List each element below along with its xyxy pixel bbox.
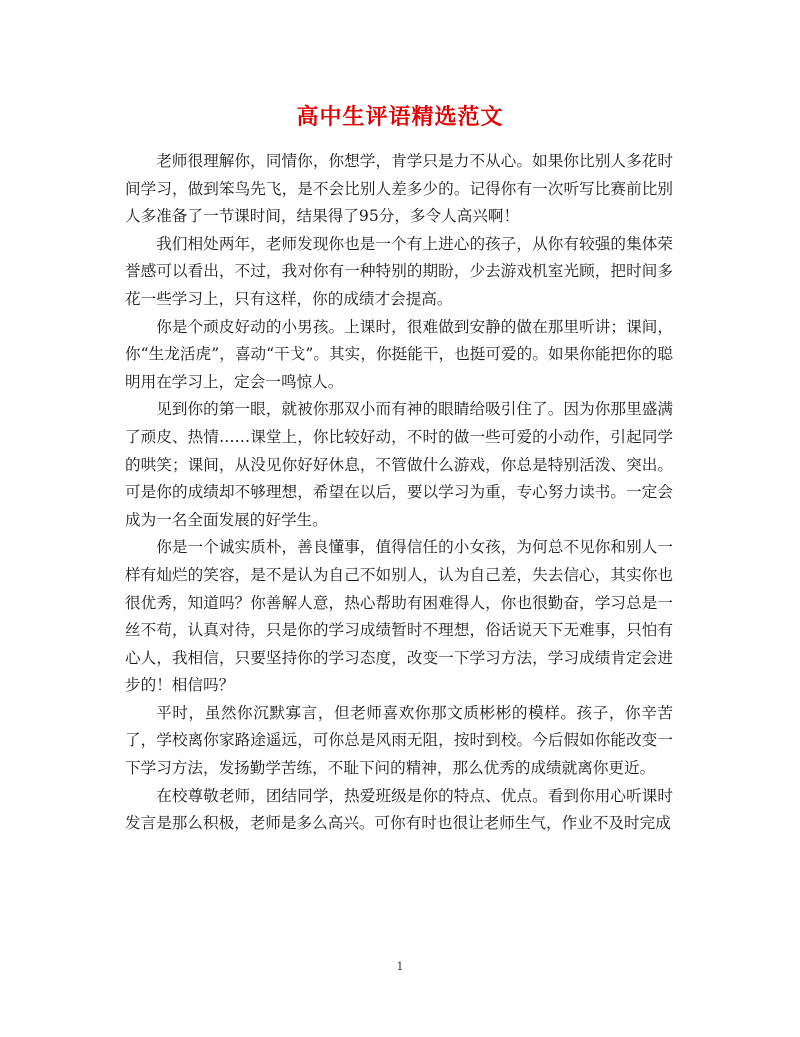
paragraph: 你是个顽皮好动的小男孩。上课时，很难做到安静的做在那里听讲；课间，你“生龙活虎”，喜动“干戈”。其实，你挺能干，也挺可爱的。如果你能把你的聪明用在学习上，定会一鸣惊人。: [125, 317, 673, 391]
document-title: 高中生评语精选范文: [296, 104, 504, 130]
paragraph: 你是一个诚实质朴，善良懂事，值得信任的小女孩，为何总不见你和别人一样有灿烂的笑容，是不是认为自己不如别人，认为自己差，失去信心，其实你也很优秀，知道吗？你善解人意，热心帮助有困难得人，你也很勤奋，学习总是一丝不苟，认真对待，只是你的学习成绩暂时不理想，俗话说天下无难事，只怕有心人，我相信，只要坚持你的学习态度，改变一下学习方法，学习成绩肯定会进步的！相信吗？: [125, 538, 673, 695]
paragraph: 我们相处两年，老师发现你也是一个有上进心的孩子，从你有较强的集体荣誉感可以看出，不过，我对你有一种特别的期盼，少去游戏机室光顾，把时间多花一些学习上，只有这样，你的成绩才会提高。: [125, 234, 673, 308]
document-body: [125, 148, 673, 838]
paragraph: 在校尊敬老师，团结同学，热爱班级是你的特点、优点。看到你用心听课时发言是那么积极，老师是多么高兴。可你有时也很让老师生气，作业不及时完成: [125, 786, 673, 833]
paragraph: 平时，虽然你沉默寡言，但老师喜欢你那文质彬彬的模样。孩子，你辛苦了，学校离你家路途遥远，可你总是风雨无阻，按时到校。今后假如你能改变一下学习方法，发扬勤学苦练，不耻下问的精神，那么优秀的成绩就离你更近。: [125, 703, 673, 778]
paragraph: 见到你的第一眼，就被你那双小而有神的眼睛给吸引住了。因为你那里盛满了顽皮、热情……课堂上，你比较好动，不时的做一些可爱的小动作，引起同学的哄笑；课间，从没见你好好休息，不管做什么游戏，你总是特别活泼、突出。可是你的成绩却不够理想，希望在以后，要以学习为重，专心努力读书。一定会成为一名全面发展的好学生。: [125, 400, 673, 529]
page-number: 1: [396, 960, 404, 973]
paragraph: 老师很理解你，同情你，你想学，肯学只是力不从心。如果你比别人多花时间学习，做到笨鸟先飞，是不会比别人差多少的。记得你有一次听写比赛前比别人多准备了一节课时间，结果得了95分，多令人高兴啊！: [125, 152, 673, 226]
